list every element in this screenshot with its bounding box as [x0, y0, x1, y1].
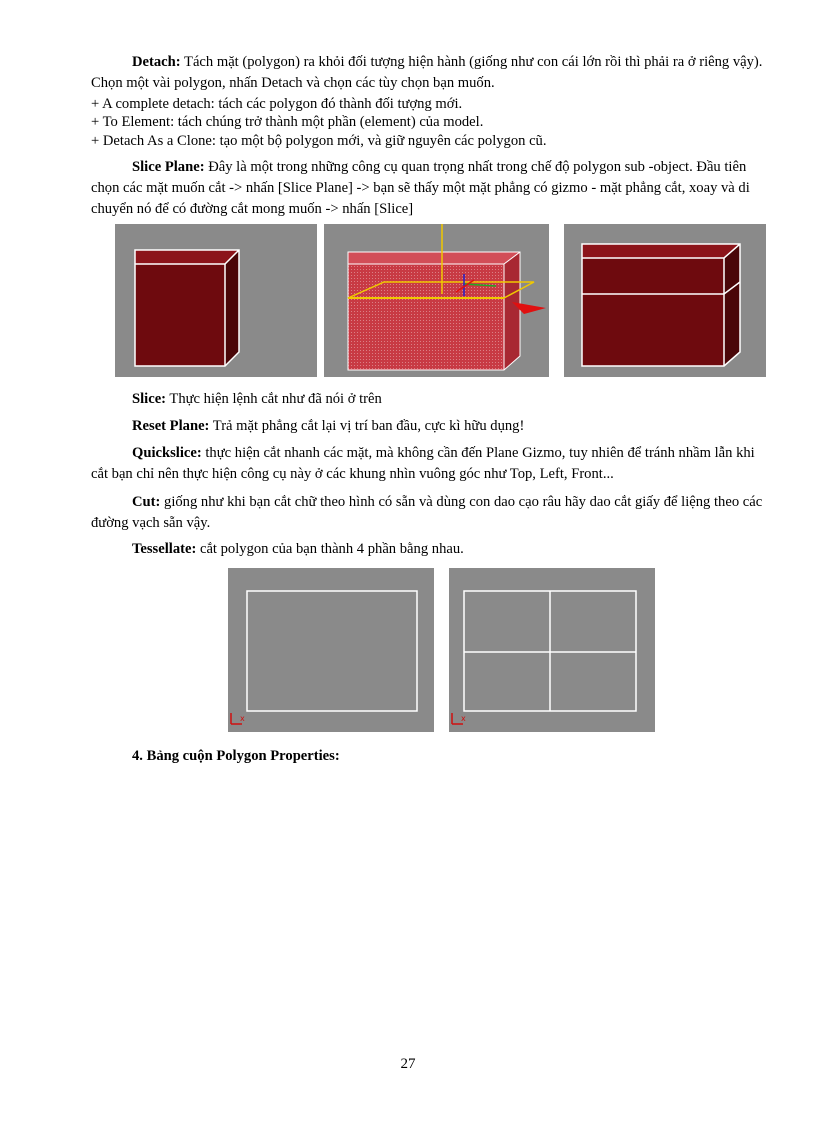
- viewport-tessellate-before: [228, 568, 434, 732]
- quickslice-term: Quickslice:: [132, 445, 202, 461]
- detach-text: Tách mặt (polygon) ra khỏi đối tượng hiện hành (giống như con cái lớn rồi thì phải ra ở riêng vậy). Chọn một vài polygon, nhấn Detach và chọn các tùy chọn bạn muốn.: [91, 54, 763, 91]
- cut-paragraph: [91, 492, 767, 534]
- viewport-tessellate-after: [449, 568, 655, 732]
- slice-paragraph: [91, 389, 767, 410]
- slice-plane-paragraph: [91, 157, 767, 220]
- slice-plane-text: Đây là một trong những công cụ quan trọng nhất trong chế độ polygon sub -object. Đầu tiên chọn các mặt muốn cắt -> nhấn [Slice Plane] -> bạn sẽ thấy một mặt phẳng có gizmo - mặt phẳng cắt, xoay và di chuyển nó để có đường cắt mong muốn -> nhấn [Slice]: [91, 159, 750, 217]
- detach-option-clone: + Detach As a Clone: tạo một bộ polygon mới, và giữ nguyên các polygon cũ.: [91, 133, 547, 149]
- reset-plane-term: Reset Plane:: [132, 418, 210, 434]
- viewport-box-after: [564, 224, 766, 377]
- section-heading: [91, 746, 767, 767]
- detach-paragraph: [91, 52, 767, 94]
- reset-plane-text: Trả mặt phẳng cắt lại vị trí ban đầu, cực kì hữu dụng!: [209, 418, 525, 434]
- tessellate-paragraph: [91, 539, 767, 560]
- page-number: 27: [400, 1056, 416, 1072]
- svg-text:x: x: [461, 714, 466, 723]
- slice-plane-term: Slice Plane:: [132, 159, 205, 175]
- quickslice-paragraph: [91, 443, 767, 485]
- slice-text: Thực hiện lệnh cắt như đã nói ở trên: [166, 391, 382, 407]
- quickslice-text: thực hiện cắt nhanh các mặt, mà không cần đến Plane Gizmo, tuy nhiên để tránh nhầm lẫn khi cắt bạn chỉ nên thực hiện công cụ này ở các khung nhìn vuông góc như Top, Left, Front...: [91, 445, 755, 482]
- cut-term: Cut:: [132, 494, 161, 510]
- detach-option-element: + To Element: tách chúng trở thành một phần (element) của model.: [91, 114, 484, 130]
- slice-term: Slice:: [132, 391, 167, 407]
- cut-text: giống như khi bạn cắt chữ theo hình có sẵn và dùng con dao cạo râu hãy dao cắt giấy để liệng theo các đường vạch sẵn vậy.: [91, 494, 763, 531]
- detach-option-complete: + A complete detach: tách các polygon đó thành đối tượng mới.: [91, 96, 463, 112]
- svg-text:x: x: [240, 714, 245, 723]
- viewport-box-before: [115, 224, 317, 377]
- tessellate-term: Tessellate:: [132, 541, 197, 557]
- detach-term: Detach:: [132, 54, 181, 70]
- tessellate-text: cắt polygon của bạn thành 4 phần bằng nhau.: [196, 541, 464, 557]
- viewport-slice-plane: [324, 224, 549, 377]
- section-heading-text: 4. Bảng cuộn Polygon Properties:: [132, 748, 340, 764]
- reset-plane-paragraph: [91, 416, 767, 437]
